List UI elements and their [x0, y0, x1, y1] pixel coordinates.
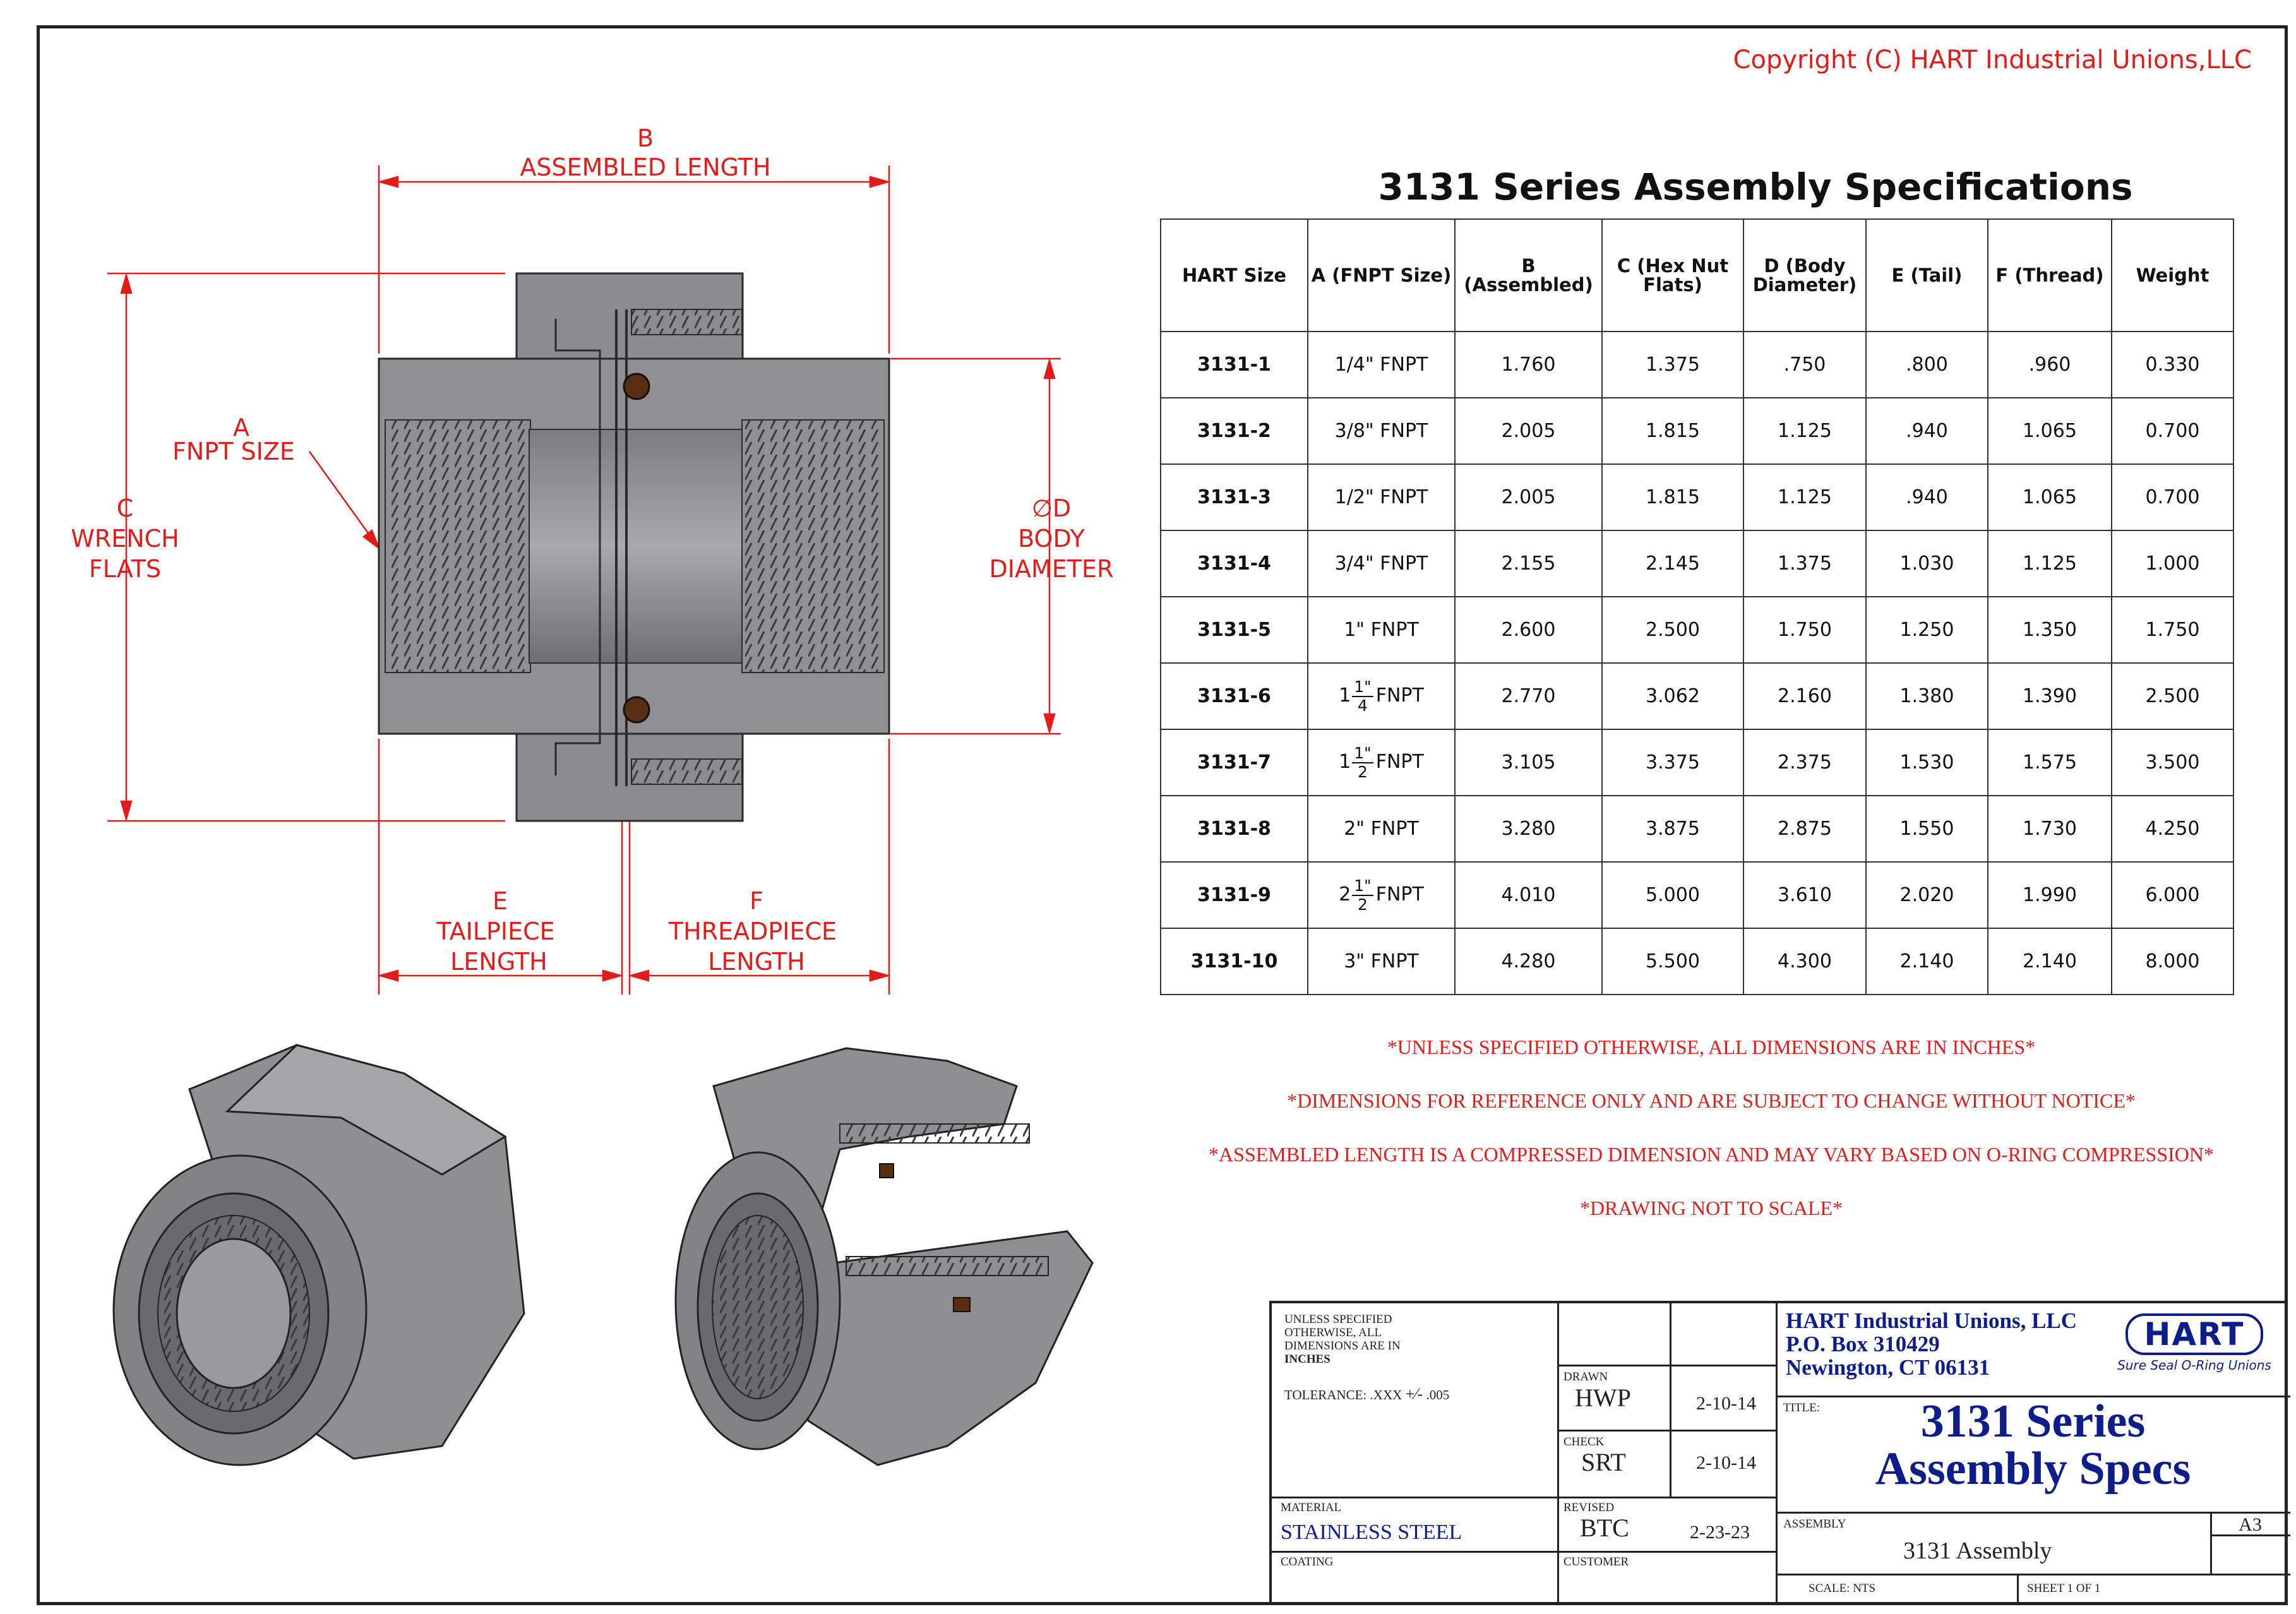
title-label: TITLE: — [1783, 1401, 1821, 1414]
size-code: A3 — [2239, 1514, 2262, 1535]
copyright-notice: Copyright (C) HART Industrial Unions,LLC — [1733, 45, 2252, 75]
title-block — [1269, 1301, 2288, 1605]
cell-fnpt — [1308, 663, 1455, 729]
note-assembled-length: *ASSEMBLED LENGTH IS A COMPRESSED DIMENSION AND MAY VARY BASED ON O-RING COMPRESSION* — [1209, 1143, 2214, 1166]
cell-e: 1.380 — [1866, 663, 1988, 729]
cell-b: 3.280 — [1455, 796, 1602, 862]
fraction-denominator: 2 — [1358, 895, 1368, 914]
cell-d: 4.300 — [1743, 928, 1866, 995]
company-name: HART Industrial Unions, LLC — [1786, 1308, 2078, 1333]
dim-b-label: ASSEMBLED LENGTH — [520, 153, 771, 181]
cell-e: .940 — [1866, 398, 1988, 464]
table-row — [1161, 862, 2233, 928]
union-cutaway-3d-view — [676, 1048, 1092, 1465]
fnpt-unit: FNPT — [1375, 751, 1424, 773]
header-hart-size: HART Size — [1161, 219, 1308, 332]
material-value: STAINLESS STEEL — [1281, 1521, 1462, 1544]
cell-fnpt: 3" FNPT — [1308, 928, 1455, 995]
cell-fnpt: 1" FNPT — [1308, 597, 1455, 663]
header-thread: F (Thread) — [1988, 219, 2112, 332]
cell-weight: 1.000 — [2112, 530, 2233, 597]
cell-e: .800 — [1866, 332, 1988, 398]
cell-size: 3131-5 — [1161, 597, 1308, 663]
union-cross-section-drawing — [0, 0, 1137, 1614]
tolerance-label: TOLERANCE: .XXX — [1284, 1387, 1402, 1402]
assembly-label: ASSEMBLY — [1783, 1517, 1846, 1531]
dim-c-letter: C — [116, 494, 134, 522]
cell-e: 1.250 — [1866, 597, 1988, 663]
cell-c: 3.875 — [1602, 796, 1743, 862]
cell-c: 2.500 — [1602, 597, 1743, 663]
cell-b: 3.105 — [1455, 729, 1602, 796]
cell-f: 1.065 — [1988, 464, 2112, 530]
fraction-denominator: 4 — [1358, 696, 1368, 715]
title-line-1: 3131 Series — [1920, 1396, 2146, 1447]
unless-line-4: INCHES — [1284, 1352, 1330, 1366]
cell-b: 2.005 — [1455, 398, 1602, 464]
fraction-numerator: 1" — [1352, 877, 1373, 896]
dim-f-label-2: LENGTH — [708, 948, 805, 976]
drawing-title — [1776, 1398, 2290, 1493]
table-row — [1161, 597, 2233, 663]
tolerance-value: .005 — [1426, 1387, 1450, 1402]
fnpt-whole: 2 — [1339, 883, 1351, 906]
table-row — [1161, 332, 2233, 398]
dim-a-label: FNPT SIZE — [172, 438, 295, 465]
assembly-value: 3131 Assembly — [1903, 1538, 2052, 1564]
check-date: 2-10-14 — [1696, 1452, 1756, 1473]
cell-size: 3131-4 — [1161, 530, 1308, 597]
cell-weight: 8.000 — [2112, 928, 2233, 995]
cell-b: 2.600 — [1455, 597, 1602, 663]
logo-wordmark: HART — [2126, 1313, 2264, 1355]
dim-e-label-2: LENGTH — [450, 948, 547, 976]
cell-fnpt: 1/4" FNPT — [1308, 332, 1455, 398]
header-assembled: B (Assembled) — [1455, 219, 1602, 332]
table-row — [1161, 398, 2233, 464]
drawn-date: 2-10-14 — [1696, 1393, 1756, 1414]
cell-f: 1.990 — [1988, 862, 2112, 928]
cell-e: .940 — [1866, 464, 1988, 530]
cell-f: 1.350 — [1988, 597, 2112, 663]
dimension-notice — [1284, 1313, 1550, 1366]
cell-e: 1.530 — [1866, 729, 1988, 796]
fraction-numerator: 1" — [1352, 744, 1373, 763]
table-row — [1161, 663, 2233, 729]
header-tail: E (Tail) — [1866, 219, 1988, 332]
table-row — [1161, 729, 2233, 796]
cell-size: 3131-3 — [1161, 464, 1308, 530]
drawing-notes — [1168, 1036, 2254, 1250]
cell-size: 3131-10 — [1161, 928, 1308, 995]
dim-d-letter: ∅D — [1031, 494, 1072, 522]
cell-d: 2.875 — [1743, 796, 1866, 862]
cell-b: 2.005 — [1455, 464, 1602, 530]
dim-e-letter: E — [492, 887, 508, 915]
cell-fnpt: 3/8" FNPT — [1308, 398, 1455, 464]
material-label: MATERIAL — [1281, 1501, 1342, 1514]
logo-tagline: Sure Seal O-Ring Unions — [2117, 1358, 2271, 1373]
dim-d-label-1: BODY — [1018, 525, 1085, 553]
cell-f: 1.125 — [1988, 530, 2112, 597]
cell-f: 1.065 — [1988, 398, 2112, 464]
cell-e: 2.020 — [1866, 862, 1988, 928]
unless-line-2: OTHERWISE, ALL — [1284, 1325, 1382, 1339]
dim-c-label-2: FLATS — [88, 555, 162, 583]
fraction-denominator: 2 — [1358, 762, 1368, 781]
unless-line-3: DIMENSIONS ARE IN — [1284, 1339, 1401, 1353]
sheet-number: SHEET 1 OF 1 — [2027, 1582, 2101, 1595]
dim-b-letter: B — [637, 124, 654, 152]
cell-weight: 4.250 — [2112, 796, 2233, 862]
cell-b: 2.770 — [1455, 663, 1602, 729]
header-weight: Weight — [2112, 219, 2233, 332]
cell-e: 1.030 — [1866, 530, 1988, 597]
fnpt-fraction — [1352, 877, 1373, 913]
cell-c: 1.815 — [1602, 464, 1743, 530]
cell-fnpt: 2" FNPT — [1308, 796, 1455, 862]
dim-c-label-1: WRENCH — [71, 525, 179, 553]
cell-b: 4.280 — [1455, 928, 1602, 995]
cell-d: 2.375 — [1743, 729, 1866, 796]
header-hex-nut-flats: C (Hex Nut Flats) — [1602, 219, 1743, 332]
header-body-diameter: D (Body Diameter) — [1743, 219, 1866, 332]
title-line-2: Assembly Specs — [1875, 1443, 2191, 1495]
cell-e: 2.140 — [1866, 928, 1988, 995]
cell-b: 1.760 — [1455, 332, 1602, 398]
cell-weight: 3.500 — [2112, 729, 2233, 796]
spec-table-title: 3131 Series Assembly Specifications — [1378, 165, 2133, 208]
dim-f-letter: F — [750, 887, 763, 915]
cell-d: 2.160 — [1743, 663, 1866, 729]
fnpt-fraction — [1352, 744, 1373, 780]
cell-d: 3.610 — [1743, 862, 1866, 928]
cell-f: 2.140 — [1988, 928, 2112, 995]
fnpt-whole: 1 — [1339, 751, 1351, 773]
unless-line-1: UNLESS SPECIFIED — [1284, 1313, 1392, 1326]
cell-size: 3131-8 — [1161, 796, 1308, 862]
cell-d: 1.375 — [1743, 530, 1866, 597]
company-address — [1786, 1310, 2077, 1379]
coating-label: COATING — [1281, 1555, 1334, 1569]
cell-c: 5.000 — [1602, 862, 1743, 928]
tolerance — [1284, 1385, 1550, 1404]
cell-c: 3.062 — [1602, 663, 1743, 729]
note-reference-only: *DIMENSIONS FOR REFERENCE ONLY AND ARE SUBJECT TO CHANGE WITHOUT NOTICE* — [1287, 1089, 2136, 1112]
dim-d-label-2: DIAMETER — [989, 555, 1114, 583]
revised-label: REVISED — [1564, 1501, 1615, 1514]
hart-logo — [2109, 1313, 2280, 1373]
cell-f: 1.730 — [1988, 796, 2112, 862]
dim-f-label-1: THREADPIECE — [668, 918, 837, 945]
cell-c: 2.145 — [1602, 530, 1743, 597]
note-not-to-scale: *DRAWING NOT TO SCALE* — [1579, 1197, 1843, 1219]
cell-size: 3131-1 — [1161, 332, 1308, 398]
cell-c: 3.375 — [1602, 729, 1743, 796]
revised-date: 2-23-23 — [1690, 1522, 1750, 1543]
cell-fnpt: 3/4" FNPT — [1308, 530, 1455, 597]
cell-weight: 0.700 — [2112, 464, 2233, 530]
dim-a-letter: A — [233, 414, 249, 441]
cell-b: 4.010 — [1455, 862, 1602, 928]
table-row — [1161, 796, 2233, 862]
cell-fnpt — [1308, 862, 1455, 928]
cell-size: 3131-2 — [1161, 398, 1308, 464]
cell-d: 1.125 — [1743, 398, 1866, 464]
drawn-label: DRAWN — [1564, 1370, 1608, 1384]
header-fnpt-size: A (FNPT Size) — [1308, 219, 1455, 332]
cell-fnpt — [1308, 729, 1455, 796]
table-row — [1161, 464, 2233, 530]
cell-c: 1.815 — [1602, 398, 1743, 464]
cell-f: 1.575 — [1988, 729, 2112, 796]
cell-fnpt: 1/2" FNPT — [1308, 464, 1455, 530]
spec-table — [1160, 218, 2234, 995]
table-row — [1161, 928, 2233, 995]
cell-weight: 2.500 — [2112, 663, 2233, 729]
cell-b: 2.155 — [1455, 530, 1602, 597]
revised-by: BTC — [1580, 1514, 1629, 1542]
tolerance-sign: +⁄- — [1405, 1385, 1423, 1403]
cell-size: 3131-7 — [1161, 729, 1308, 796]
cell-weight: 1.750 — [2112, 597, 2233, 663]
company-po-box: P.O. Box 310429 — [1786, 1331, 1940, 1356]
scale: SCALE: NTS — [1809, 1582, 1876, 1595]
cell-d: 1.750 — [1743, 597, 1866, 663]
spec-header-row — [1161, 219, 2233, 332]
note-units: *UNLESS SPECIFIED OTHERWISE, ALL DIMENSIONS ARE IN INCHES* — [1387, 1036, 2036, 1058]
fnpt-fraction — [1352, 678, 1373, 714]
cell-size: 3131-9 — [1161, 862, 1308, 928]
check-label: CHECK — [1564, 1435, 1605, 1449]
company-city: Newington, CT 06131 — [1786, 1354, 1990, 1380]
dim-e-label-1: TAILPIECE — [436, 918, 555, 945]
fnpt-whole: 1 — [1339, 684, 1351, 707]
cell-c: 1.375 — [1602, 332, 1743, 398]
fnpt-unit: FNPT — [1375, 684, 1424, 707]
union-3d-view — [114, 1045, 524, 1465]
cell-weight: 6.000 — [2112, 862, 2233, 928]
cell-f: 1.390 — [1988, 663, 2112, 729]
cell-c: 5.500 — [1602, 928, 1743, 995]
cell-d: .750 — [1743, 332, 1866, 398]
table-row — [1161, 530, 2233, 597]
cell-size: 3131-6 — [1161, 663, 1308, 729]
fnpt-unit: FNPT — [1375, 883, 1424, 906]
cell-e: 1.550 — [1866, 796, 1988, 862]
drawn-by: HWP — [1575, 1384, 1631, 1412]
cell-f: .960 — [1988, 332, 2112, 398]
cell-weight: 0.330 — [2112, 332, 2233, 398]
check-by: SRT — [1581, 1448, 1626, 1476]
customer-label: CUSTOMER — [1564, 1555, 1629, 1569]
fraction-numerator: 1" — [1352, 678, 1373, 697]
cell-d: 1.125 — [1743, 464, 1866, 530]
cell-weight: 0.700 — [2112, 398, 2233, 464]
